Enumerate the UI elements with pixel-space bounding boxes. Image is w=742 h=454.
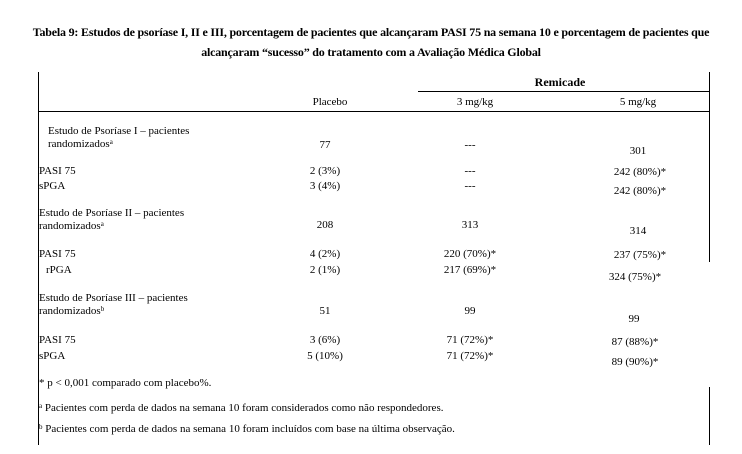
study3-row1-dose5: 87 (88%)* — [611, 336, 659, 348]
study1-label-line1: Estudo de Psoríase I – pacientes — [48, 125, 190, 137]
footnote-a: $^a$ Pacientes com perda de dados na semana 10 foram considerados como não respondedores. — [39, 402, 444, 414]
study3-row2-dose3: 71 (72%)* — [446, 350, 494, 362]
remicade-group-rule — [418, 91, 709, 92]
study1-row1-dose5: 242 (80%)* — [613, 166, 667, 178]
study3-row2-dose5: 89 (90%)* — [611, 356, 659, 368]
table-right-border-lower — [709, 387, 710, 445]
remicade-group-header: Remicade — [534, 75, 586, 89]
study2-label-line1: Estudo de Psoríase II – pacientes — [39, 207, 185, 219]
table-title-line-2: alcançaram “sucesso” do tratamento com a Avaliação Médica Global — [201, 45, 541, 59]
study3-label-line1: Estudo de Psoríase III – pacientes — [39, 292, 188, 304]
study2-row2-dose3: 217 (69%)* — [443, 264, 497, 276]
study2-row2-label: rPGA — [46, 264, 72, 276]
table-right-border — [709, 72, 710, 262]
study1-dose3-n: --- — [464, 139, 476, 151]
footnote-significance: * p < 0,001 comparado com placebo%. — [39, 377, 212, 389]
study3-placebo-n: 51 — [319, 305, 331, 317]
study2-row2-placebo: 2 (1%) — [309, 264, 341, 276]
study2-dose3-n: 313 — [461, 219, 479, 231]
study1-row2-dose3: --- — [464, 180, 476, 192]
dose-5mg-column-header: 5 mg/kg — [619, 96, 657, 108]
study3-row1-dose3: 71 (72%)* — [446, 334, 494, 346]
study1-row2-label: sPGA — [39, 180, 66, 192]
study1-label-line2: randomizados$^a$ — [48, 138, 113, 150]
header-rule — [38, 111, 709, 112]
dose-3mg-column-header: 3 mg/kg — [456, 96, 494, 108]
study2-row1-label: PASI 75 — [39, 248, 76, 260]
study3-dose5-n: 99 — [628, 313, 640, 325]
study2-label-line2: randomizados$^a$ — [39, 220, 104, 232]
footnote-b: $^b$ Pacientes com perda de dados na semana 10 foram incluídos com base na última observação. — [39, 423, 455, 435]
study3-row1-label: PASI 75 — [39, 334, 76, 346]
study3-label-line2: randomizados$^b$ — [39, 305, 105, 317]
study1-row1-placebo: 2 (3%) — [309, 165, 341, 177]
study1-row1-dose3: --- — [464, 165, 476, 177]
study1-row2-dose5: 242 (80%)* — [613, 185, 667, 197]
placebo-column-header: Placebo — [312, 96, 348, 108]
study3-row2-label: sPGA — [39, 350, 66, 362]
study2-row1-placebo: 4 (2%) — [309, 248, 341, 260]
study3-row2-placebo: 5 (10%) — [307, 350, 343, 362]
table-title-line-1: Tabela 9: Estudos de psoríase I, II e III, porcentagem de pacientes que alcançaram PASI 75 na semana 10 e porcentagem de pacientes que — [32, 25, 710, 39]
study2-row1-dose5: 237 (75%)* — [613, 249, 667, 261]
study2-row1-dose3: 220 (70%)* — [443, 248, 497, 260]
study2-dose5-n: 314 — [629, 225, 647, 237]
study1-dose5-n: 301 — [629, 145, 647, 157]
study1-placebo-n: 77 — [319, 139, 331, 151]
study3-row1-placebo: 3 (6%) — [309, 334, 341, 346]
study3-dose3-n: 99 — [464, 305, 476, 317]
study2-row2-dose5: 324 (75%)* — [608, 271, 662, 283]
study1-row2-placebo: 3 (4%) — [309, 180, 341, 192]
study1-row1-label: PASI 75 — [39, 165, 76, 177]
study2-placebo-n: 208 — [316, 219, 334, 231]
